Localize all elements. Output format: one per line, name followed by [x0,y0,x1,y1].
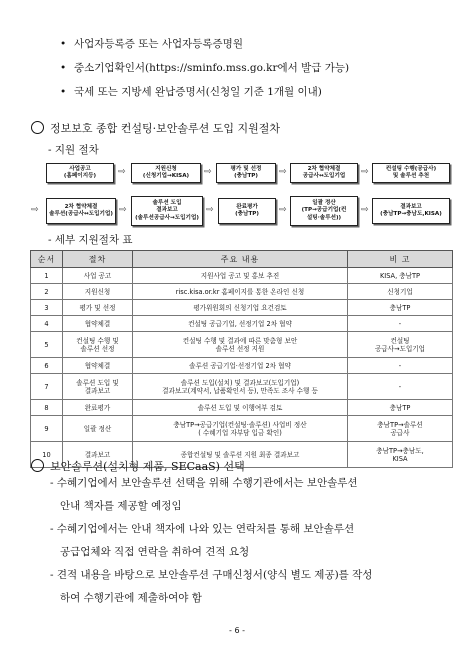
cell-step: 지원신청 [63,284,133,300]
flow-step: 솔루션 도입 결과보고 (솔루션공급사→도입기업) [131,196,203,226]
cell-content: 평가위원회의 신청기업 요건검토 [133,300,348,316]
bullet-item: • 국세 또는 지방세 완납증명서(신청일 기준 1개월 이내) [60,86,322,98]
cell-n: 10 [31,442,63,468]
cell-n: 9 [31,416,63,442]
cell-step: 완료평가 [63,400,133,416]
arrow-right-icon: ⇨ [279,167,287,177]
arrow-right-icon: ⇨ [118,167,126,177]
flow-step: 2차 협약체결 공급사↔도입기업 [290,163,358,183]
flow-step: 결과보고 (충남TP→충남도,KISA) [372,198,450,224]
arrow-right-icon: ⇨ [361,167,369,177]
section-body [50,472,460,610]
section-heading: 보안솔루션(설치형 제품, SECaaS) 선택 [31,458,245,474]
table-row [31,400,453,416]
flow-step: 지원신청 (신청기업→KISA) [131,163,201,183]
arrow-right-icon: ⇨ [31,205,39,215]
section-heading: 정보보호 종합 컨설팅·보안솔루션 도입 지원절차 [31,120,280,136]
cell-content: 솔루션 도입(설치) 및 결과보고(도입기업) 결과보고(계약서, 납품확인서 등), 만족도 조사 수행 등 [133,374,348,400]
cell-note: 충남TP [348,300,453,316]
cell-note: - [348,358,453,374]
arrow-right-icon: ⇨ [279,205,287,215]
cell-content: 솔루션 도입 및 이행여부 검토 [133,400,348,416]
cell-note: 충남TP→충남도, KISA [348,442,453,468]
cell-content: 솔루션 공급기업·선정기업 2차 협약 [133,358,348,374]
table-row [31,316,453,332]
cell-n: 3 [31,300,63,316]
cell-note: 충남TP [348,400,453,416]
bullet-item: • 중소기업확인서(https://sminfo.mss.go.kr에서 발급 가능) [60,62,350,74]
cell-step: 평가 및 선정 [63,300,133,316]
section-subheading: - 지원 절차 [48,144,99,156]
cell-note: - [348,374,453,400]
cell-n: 4 [31,316,63,332]
cell-note: 컨설팅 공급사→도입기업 [348,332,453,358]
cell-n: 8 [31,400,63,416]
bullet-item: • 사업자등록증 또는 사업자등록증명원 [60,38,243,50]
cell-step: 컨설팅 수행 및 솔루션 선정 [63,332,133,358]
table-row [31,300,453,316]
table-row [31,268,453,284]
arrow-right-icon: ⇨ [119,205,127,215]
cell-note: - [348,316,453,332]
flow-step: 완료평가 (충남TP) [218,198,276,224]
table-row [31,284,453,300]
page-number: - 6 - [229,626,245,635]
header-note: 비 고 [348,251,453,268]
cell-step: 결과보고 [63,442,133,468]
flow-step: 일괄 정산 (TP→공급기업(컨 설팅·솔루션)) [290,196,358,226]
circle-icon [31,121,44,134]
cell-step: 협약체결 [63,358,133,374]
cell-n: 1 [31,268,63,284]
cell-step: 솔루션 도입 및 결과보고 [63,374,133,400]
flow-step: 사업공고 (홈페이지등) [46,163,114,183]
table-header-row [31,251,453,268]
table-row [31,358,453,374]
flow-step: 2차 협약체결 솔루션(공급사↔도입기업) [46,198,116,224]
arrow-right-icon: ⇨ [206,205,214,215]
cell-n: 5 [31,332,63,358]
header-step: 절차 [63,251,133,268]
table-row [31,374,453,400]
procedure-table [30,250,453,468]
flow-step: 컨설팅 수행(공급사) 및 솔루션 추천 [372,163,450,183]
cell-step: 협약체결 [63,316,133,332]
cell-n: 6 [31,358,63,374]
cell-n: 2 [31,284,63,300]
header-content: 주요 내용 [133,251,348,268]
circle-icon [31,459,44,472]
header-order: 순서 [31,251,63,268]
cell-content: 컨설팅 공급기업, 선정기업 2차 협약 [133,316,348,332]
dash-item: - 수혜기업에서 보안솔루션 선택을 위해 수행기관에서는 보안솔루션 안내 책자를 제공할 예정임 [50,477,358,512]
table-row [31,416,453,442]
table-row [31,332,453,358]
cell-content: risc.kisa.or.kr 홈페이지를 통한 온라인 신청 [133,284,348,300]
cell-step: 일괄 정산 [63,416,133,442]
cell-note: 신청기업 [348,284,453,300]
cell-step: 사업 공고 [63,268,133,284]
cell-note: 충남TP→솔루션 공급사 [348,416,453,442]
cell-content: 종합컨설팅 및 솔루션 지원 최종 결과보고 [133,442,348,468]
flow-step: 평가 및 선정 (충남TP) [216,163,276,183]
dash-item: - 견적 내용을 바탕으로 보안솔루션 구매신청서(양식 별도 제공)를 작성 하여 수행기관에 제출하여야 함 [50,569,373,604]
cell-content: 지원사업 공고 및 홍보 추진 [133,268,348,284]
section-subheading: - 세부 지원절차 표 [48,234,133,246]
arrow-right-icon: ⇨ [361,205,369,215]
cell-content: 충남TP→공급기업(컨설팅·솔루션) 사업비 정산 ( 수혜기업 자부담 입금 확인) [133,416,348,442]
arrow-right-icon: ⇨ [204,167,212,177]
dash-item: - 수혜기업에서는 안내 책자에 나와 있는 연락처를 통해 보안솔루션 공급업체와 직접 연락을 취하여 견적 요청 [50,523,355,558]
cell-note: KISA, 충남TP [348,268,453,284]
cell-n: 7 [31,374,63,400]
cell-content: 컨설팅 수행 및 결과에 따른 맞춤형 보안 솔루션 선정 지원 [133,332,348,358]
